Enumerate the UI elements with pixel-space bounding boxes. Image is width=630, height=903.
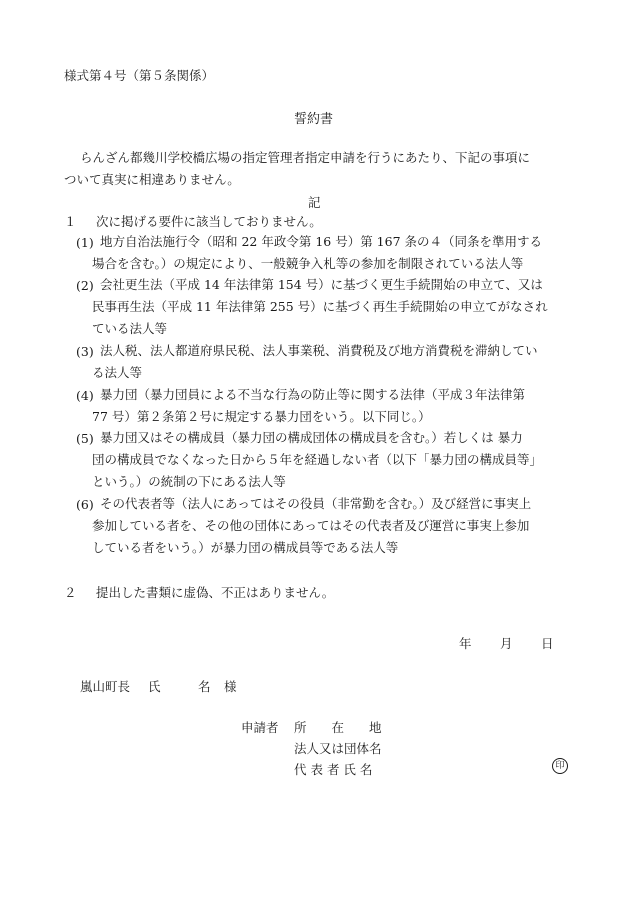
date-year: 年 xyxy=(459,636,472,651)
subitem-3-label: (3) xyxy=(76,344,94,359)
item1-text: 次に掲げる要件に該当しておりません。 xyxy=(96,214,322,229)
subitem-4-line-1: 暴力団（暴力団員による不当な行為の防止等に関する法律（平成３年法律第 xyxy=(100,387,526,402)
subitem-1-line-1: 地方自治法施行令（昭和 22 年政令第 16 号）第 167 条の４（同条を準用する xyxy=(100,234,543,249)
subitem-5-line-2: 団の構成員でなくなった日から５年を経過しない者（以下「暴力団の構成員等」 xyxy=(92,452,543,467)
seal-mark: 印 xyxy=(552,758,568,774)
date-day: 日 xyxy=(541,636,554,651)
item2-text: 提出した書類に虚偽、不正はありません。 xyxy=(96,585,335,600)
subitem-6-line-1: その代表者等（法人にあってはその役員（非常勤を含む。）及び経営に事実上 xyxy=(100,496,532,511)
subitem-1-line-2: 場合を含む。）の規定により、一般競争入札等の参加を制限されている法人等 xyxy=(92,256,524,271)
item2-number: ２ xyxy=(64,585,77,600)
item1-number: １ xyxy=(64,214,77,229)
subitem-3-line-2: る法人等 xyxy=(92,365,143,380)
subitem-6-line-2: 参加している者を、その他の団体にあってはその代表者及び運営に事実上参加 xyxy=(92,518,530,533)
subitem-2-line-1: 会社更生法（平成 14 年法律第 154 号）に基づく更生手続開始の申立て、又は xyxy=(100,277,543,292)
subitem-1-label: (1) xyxy=(76,235,94,250)
ki-label: 記 xyxy=(308,195,321,210)
document-title: 誓約書 xyxy=(294,112,334,127)
addressee-sama: 様 xyxy=(224,679,237,694)
addressee-shi: 氏 xyxy=(148,679,161,694)
subitem-3-line-1: 法人税、法人都道府県民税、法人事業税、消費税及び地方消費税を滞納してい xyxy=(100,343,538,358)
addressee-na: 名 xyxy=(198,679,211,694)
subitem-5-line-3: という。）の統制の下にある法人等 xyxy=(92,474,286,489)
subitem-4-line-2: 77 号）第２条第２号に規定する暴力団をいう。以下同じ。） xyxy=(92,409,431,424)
applicant-org-label: 法人又は団体名 xyxy=(294,741,382,756)
subitem-2-label: (2) xyxy=(76,278,94,293)
subitem-2-line-2: 民事再生法（平成 11 年法律第 255 号）に基づく再生手続開始の申立てがなされ xyxy=(92,299,548,314)
subitem-6-label: (6) xyxy=(76,497,94,512)
subitem-5-label: (5) xyxy=(76,431,94,446)
addressee-title: 嵐山町長 xyxy=(80,679,131,694)
subitem-2-line-3: ている法人等 xyxy=(92,321,168,336)
applicant-label: 申請者 xyxy=(241,720,279,735)
subitem-6-line-3: している者をいう。）が暴力団の構成員等である法人等 xyxy=(92,540,399,555)
intro-line-2: ついて真実に相違ありません。 xyxy=(64,172,240,187)
subitem-5-line-1: 暴力団又はその構成員（暴力団の構成団体の構成員を含む。）若しくは 暴力 xyxy=(100,430,523,445)
form-number: 様式第４号（第５条関係） xyxy=(64,68,215,83)
date-month: 月 xyxy=(500,636,513,651)
applicant-rep-label: 代 表 者 氏 名 xyxy=(294,762,373,777)
applicant-address-label: 所 在 地 xyxy=(294,720,382,735)
intro-line-1: らんざん都幾川学校橋広場の指定管理者指定申請を行うにあたり、下記の事項に xyxy=(80,150,531,165)
subitem-4-label: (4) xyxy=(76,388,94,403)
